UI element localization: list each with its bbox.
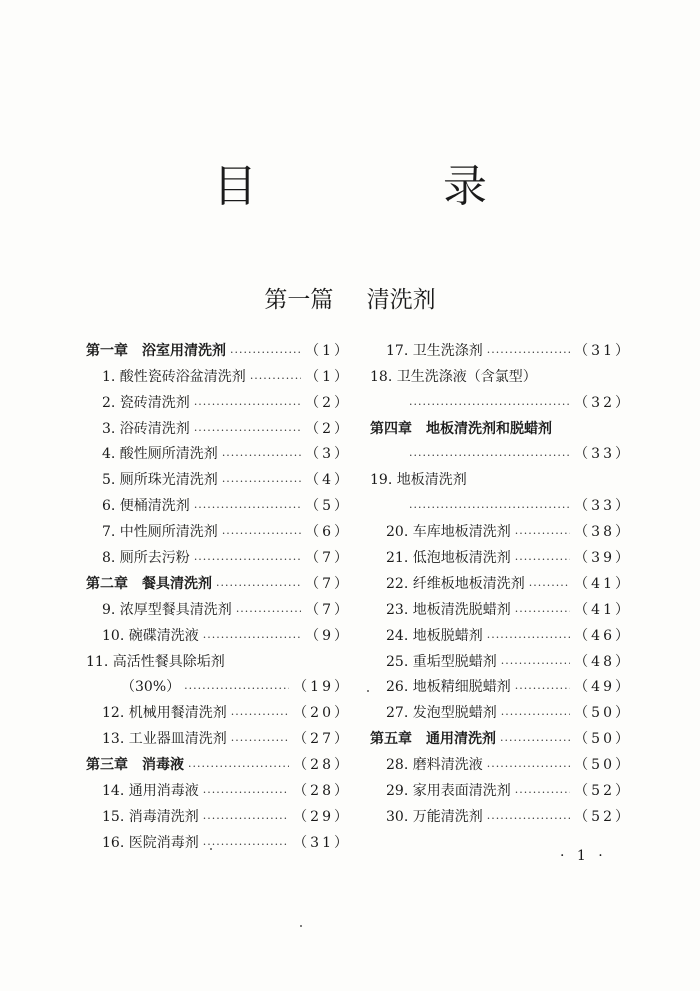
leader-dots [487,346,570,360]
toc-page-number: （39） [574,550,632,567]
toc-entry-label: 25. 重垢型脱蜡剂 [386,653,497,670]
toc-entry-label: 10. 碗碟清洗液 [102,627,199,644]
toc-entry [86,774,351,800]
toc-entry-label: 26. 地板精细脱蜡剂 [386,679,511,696]
toc-chapter-entry [86,567,351,593]
toc-page-number: （29） [293,808,351,825]
leader-dots [194,424,301,438]
toc-entry [370,619,632,645]
toc-page-number: （7） [305,601,351,618]
leader-dots [515,553,570,567]
toc-entry [370,541,632,567]
leader-dots [216,579,301,593]
toc-entry [86,412,351,438]
toc-page-number: （7） [305,550,351,567]
toc-entry-label: 第三章 消毒液 [86,757,184,774]
toc-page-number: （2） [305,394,351,411]
toc-entry [86,541,351,567]
toc-entry [86,463,351,489]
toc-entry [370,748,632,774]
leader-dots [515,786,570,800]
toc-entry [370,515,632,541]
toc-page-number: （1） [305,368,351,385]
toc-entry-label: 27. 发泡型脱蜡剂 [386,705,497,722]
toc-entry [370,593,632,619]
leader-dots [501,708,570,722]
toc-entry-label: 16. 医院消毒剂 [102,834,199,851]
leader-dots [487,812,570,826]
page-title: 目 录 [213,161,573,212]
toc-right-column [370,334,632,826]
toc-entry-label: 7. 中性厕所清洗剂 [102,524,218,541]
toc-entry [86,360,351,386]
toc-entry [370,671,632,697]
print-speck [210,848,212,850]
toc-entry-label: 15. 消毒清洗剂 [102,808,199,825]
toc-page-number: （2） [305,420,351,437]
leader-dots [515,527,570,541]
print-speck [367,690,369,692]
toc-chapter-entry [86,334,351,360]
toc-page-number: （19） [293,679,351,696]
toc-entry [86,593,351,619]
leader-dots [250,372,301,386]
leader-dots [203,812,289,826]
toc-entry [86,722,351,748]
toc-entry-label: 5. 厕所珠光清洗剂 [102,472,218,489]
leader-dots [236,605,301,619]
toc-page-number: （4） [305,472,351,489]
toc-entry [86,800,351,826]
toc-entry [86,619,351,645]
toc-page-number: （3） [305,446,351,463]
leader-dots [222,449,301,463]
toc-entry-label: 30. 万能清洗剂 [386,808,483,825]
leader-dots [203,838,289,852]
toc-entry-label: 2. 瓷砖清洗剂 [102,394,190,411]
toc-page-number: （46） [574,627,632,644]
toc-entry [370,800,632,826]
print-speck [300,925,302,927]
toc-entry-label: 3. 浴砖清洗剂 [102,420,190,437]
toc-page-number: （52） [574,808,632,825]
toc-page-number: （38） [574,524,632,541]
toc-entry-label: 21. 低泡地板清洗剂 [386,550,511,567]
leader-dots [231,734,289,748]
leader-dots [231,708,289,722]
toc-entry [86,645,351,671]
toc-entry [86,386,351,412]
toc-page-number: （50） [574,757,632,774]
toc-entry [370,774,632,800]
toc-entry-label: 11. 高活性餐具除垢剂 [86,653,225,670]
part-name: 清洗剂 [366,287,436,313]
toc-page-number: （49） [574,679,632,696]
toc-page-number: （31） [574,342,632,359]
leader-dots [203,631,301,645]
toc-entry [86,438,351,464]
toc-entry-label: 19. 地板清洗剂 [370,472,467,489]
leader-dots [500,734,570,748]
toc-entry [370,645,632,671]
toc-entry-label: 9. 浓厚型餐具清洗剂 [102,601,232,618]
toc-page-number: （28） [293,757,351,774]
toc-entry-label: 29. 家用表面清洗剂 [386,783,511,800]
leader-dots [487,631,570,645]
toc-entry-label: 13. 工业器皿清洗剂 [102,731,227,748]
toc-entry-label: 20. 车库地板清洗剂 [386,524,511,541]
toc-chapter-entry [370,722,632,748]
toc-entry-label: 17. 卫生洗涤剂 [386,342,483,359]
toc-entry [86,671,351,697]
page-number: · 1 · [560,848,607,864]
leader-dots [501,657,570,671]
toc-chapter-entry [370,412,632,438]
leader-dots [487,760,570,774]
toc-entry-label: （30%） [121,679,181,696]
toc-entry [370,696,632,722]
leader-dots [222,475,301,489]
leader-dots [409,449,570,463]
toc-entry [370,489,632,515]
toc-entry-label: 18. 卫生洗涤液（含氯型） [370,368,537,385]
toc-entry-label: 12. 机械用餐清洗剂 [102,705,227,722]
toc-page-number: （5） [305,498,351,515]
toc-entry-label: 第二章 餐具清洗剂 [86,575,212,592]
leader-dots [203,786,289,800]
toc-page-number: （20） [293,705,351,722]
toc-entry [370,360,632,386]
toc-entry-label: 24. 地板脱蜡剂 [386,627,483,644]
toc-entry [370,334,632,360]
toc-entry-label: 第五章 通用清洗剂 [370,731,496,748]
toc-entry-label: 23. 地板清洗脱蜡剂 [386,601,511,618]
toc-entry [86,489,351,515]
toc-entry-label: 8. 厕所去污粉 [102,550,190,567]
leader-dots [409,398,570,412]
leader-dots [194,553,301,567]
leader-dots [194,398,301,412]
toc-page-number: （28） [293,783,351,800]
leader-dots [515,682,570,696]
toc-chapter-entry [86,748,351,774]
toc-entry-label: 28. 磨料清洗液 [386,757,483,774]
toc-page-number: （6） [305,524,351,541]
toc-page-number: （50） [574,731,632,748]
toc-page-number: （27） [293,731,351,748]
leader-dots [184,682,289,696]
part-label: 第一篇 [264,287,334,313]
toc-page-number: （41） [574,575,632,592]
toc-entry-label: 4. 酸性厕所清洗剂 [102,446,218,463]
toc-page-number: （52） [574,783,632,800]
leader-dots [188,760,289,774]
toc-page-number: （33） [574,446,632,463]
toc-page-number: （1） [305,342,351,359]
toc-entry-label: 6. 便桶清洗剂 [102,498,190,515]
toc-page-number: （41） [574,601,632,618]
toc-entry-label: 22. 纤维板地板清洗剂 [386,575,525,592]
toc-entry [370,463,632,489]
toc-left-column [86,334,351,852]
toc-entry [370,386,632,412]
leader-dots [222,527,301,541]
toc-entry [370,567,632,593]
toc-page-number: （7） [305,575,351,592]
toc-entry [86,826,351,852]
toc-entry-label: 第四章 地板清洗剂和脱蜡剂 [370,420,552,437]
toc-page-number: （50） [574,705,632,722]
leader-dots [529,579,570,593]
toc-page-number: （32） [574,394,632,411]
toc-entry [370,438,632,464]
leader-dots [409,501,570,515]
toc-page-number: （33） [574,498,632,515]
toc-entry-label: 1. 酸性瓷砖浴盆清洗剂 [102,368,246,385]
toc-entry [86,696,351,722]
toc-entry-label: 第一章 浴室用清洗剂 [86,342,226,359]
toc-entry [86,515,351,541]
toc-page-number: （31） [293,834,351,851]
toc-page-number: （9） [305,627,351,644]
part-heading [0,281,700,314]
leader-dots [230,346,301,360]
toc-entry-label: 14. 通用消毒液 [102,783,199,800]
toc-page-number: （48） [574,653,632,670]
leader-dots [194,501,301,515]
leader-dots [515,605,570,619]
